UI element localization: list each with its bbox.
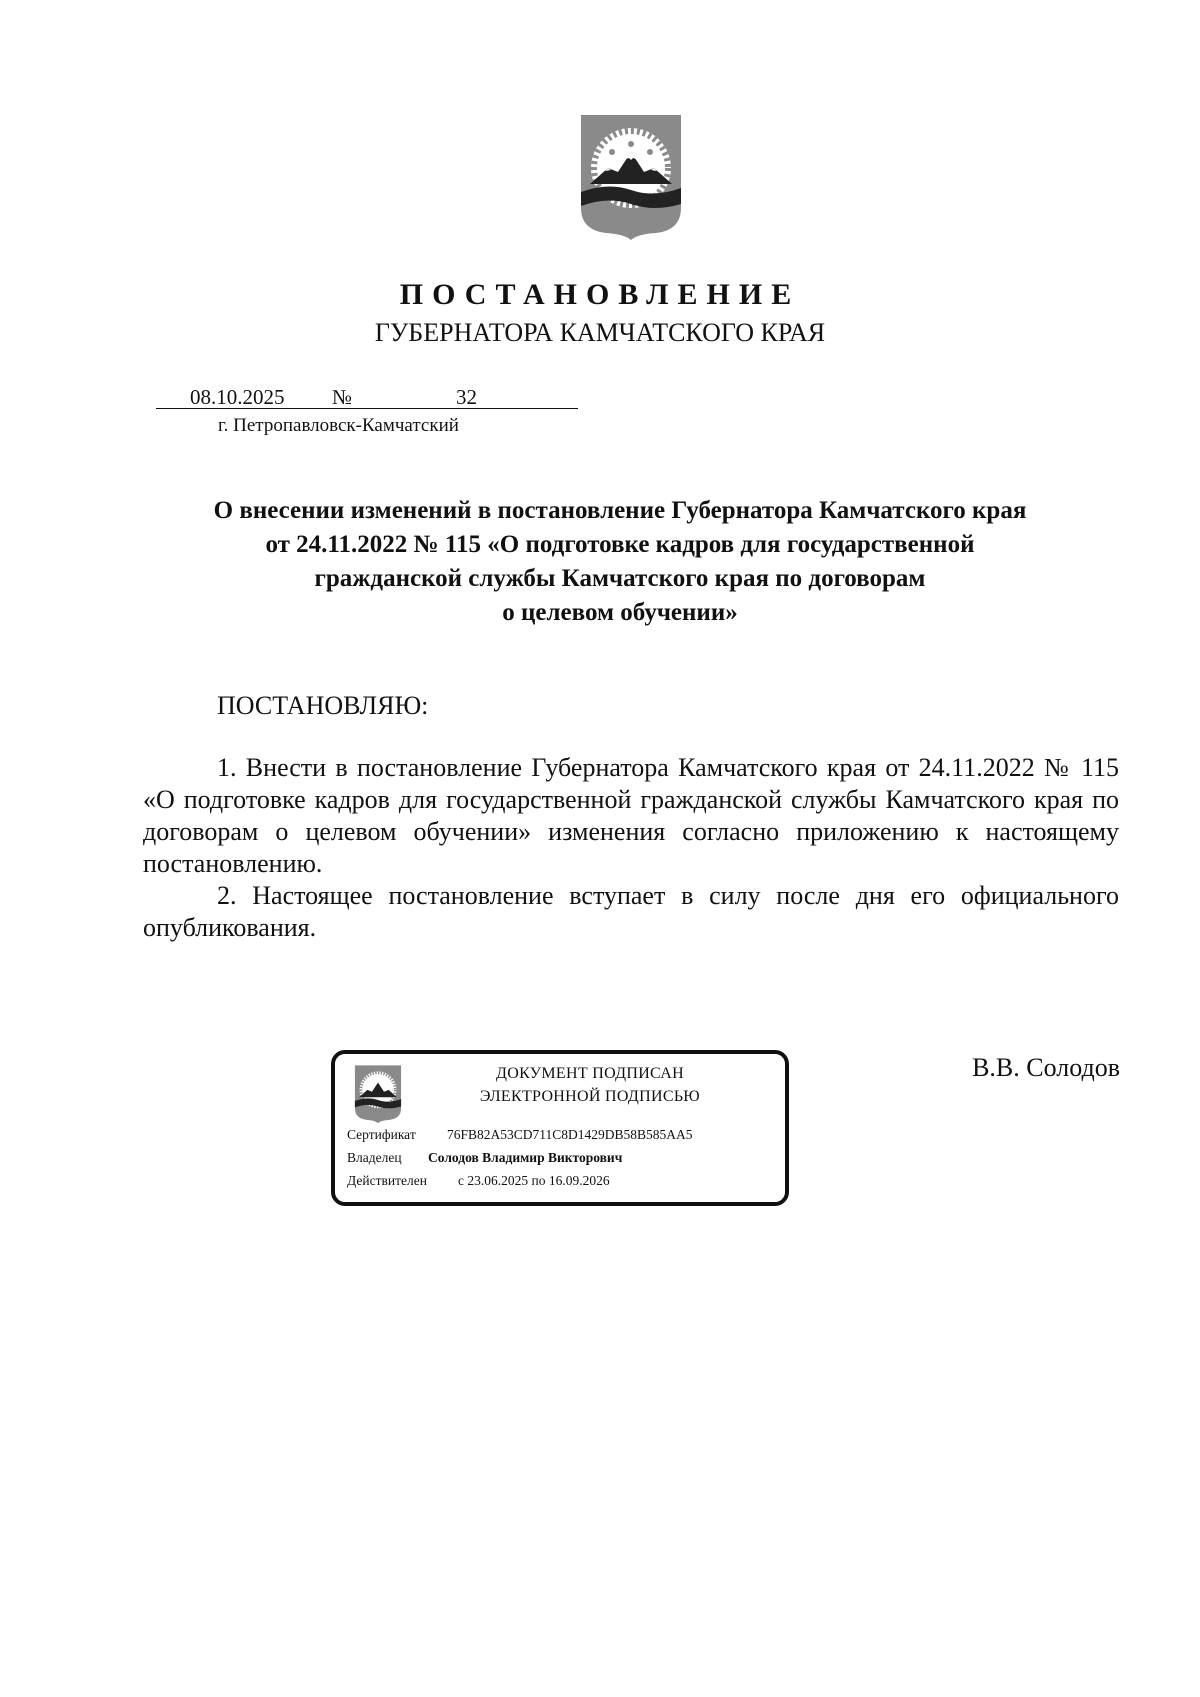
paragraph-1: 1. Внести в постановление Губернатора Камчатского края от 24.11.2022 № 115 «О подготовке кадров для государственной гражданской службы Камчатского края по договорам о целевом обучении» изменения согласно приложению к настоящему постановлению. [143,753,1119,878]
valid-value: с 23.06.2025 по 16.09.2026 [458,1173,610,1188]
stamp-owner-row [347,1149,775,1167]
certificate-value: 76FB82A53CD711C8D1429DB58B585AA5 [447,1127,693,1142]
document-number: 32 [456,385,477,409]
owner-value: Солодов Владимир Викторович [428,1150,623,1165]
city: г. Петропавловск-Камчатский [218,415,459,436]
title-line: от 24.11.2022 № 115 «О подготовке кадров для государственной [265,531,975,558]
title-line: гражданской службы Камчатского края по договорам [314,565,926,592]
issuer: ГУБЕРНАТОРА КАМЧАТСКОГО КРАЯ [374,318,826,347]
document-type: ПОСТАНОВЛЕНИЕ [399,278,801,311]
paragraph-2: 2. Настоящее постановление вступает в силу после дня его официального опубликования. [143,881,1119,942]
stamp-coat-of-arms [353,1064,403,1124]
registration-line [156,384,578,414]
certificate-label: Сертификат [347,1127,416,1142]
number-sign: № [332,385,353,409]
title-line: о целевом обучении» [502,599,738,626]
signer-name: В.В. Солодов [972,1053,1120,1082]
document-date: 08.10.2025 [190,385,285,409]
e-signature-stamp [331,1050,789,1206]
stamp-certificate-row [347,1126,775,1144]
stamp-validity-row [347,1172,775,1190]
document-body [143,752,1119,944]
valid-label: Действителен [347,1173,427,1188]
registration-underline [156,408,578,409]
coat-of-arms [578,112,684,242]
owner-label: Владелец [347,1150,402,1165]
title-line: О внесении изменений в постановление Губернатора Камчатского края [213,497,1027,524]
decree-word: ПОСТАНОВЛЯЮ: [217,691,429,720]
stamp-heading [415,1062,765,1108]
stamp-heading-line2: ЭЛЕКТРОННОЙ ПОДПИСЬЮ [479,1088,701,1105]
document-title [120,494,1120,630]
stamp-heading-line1: ДОКУМЕНТ ПОДПИСАН [496,1065,684,1082]
